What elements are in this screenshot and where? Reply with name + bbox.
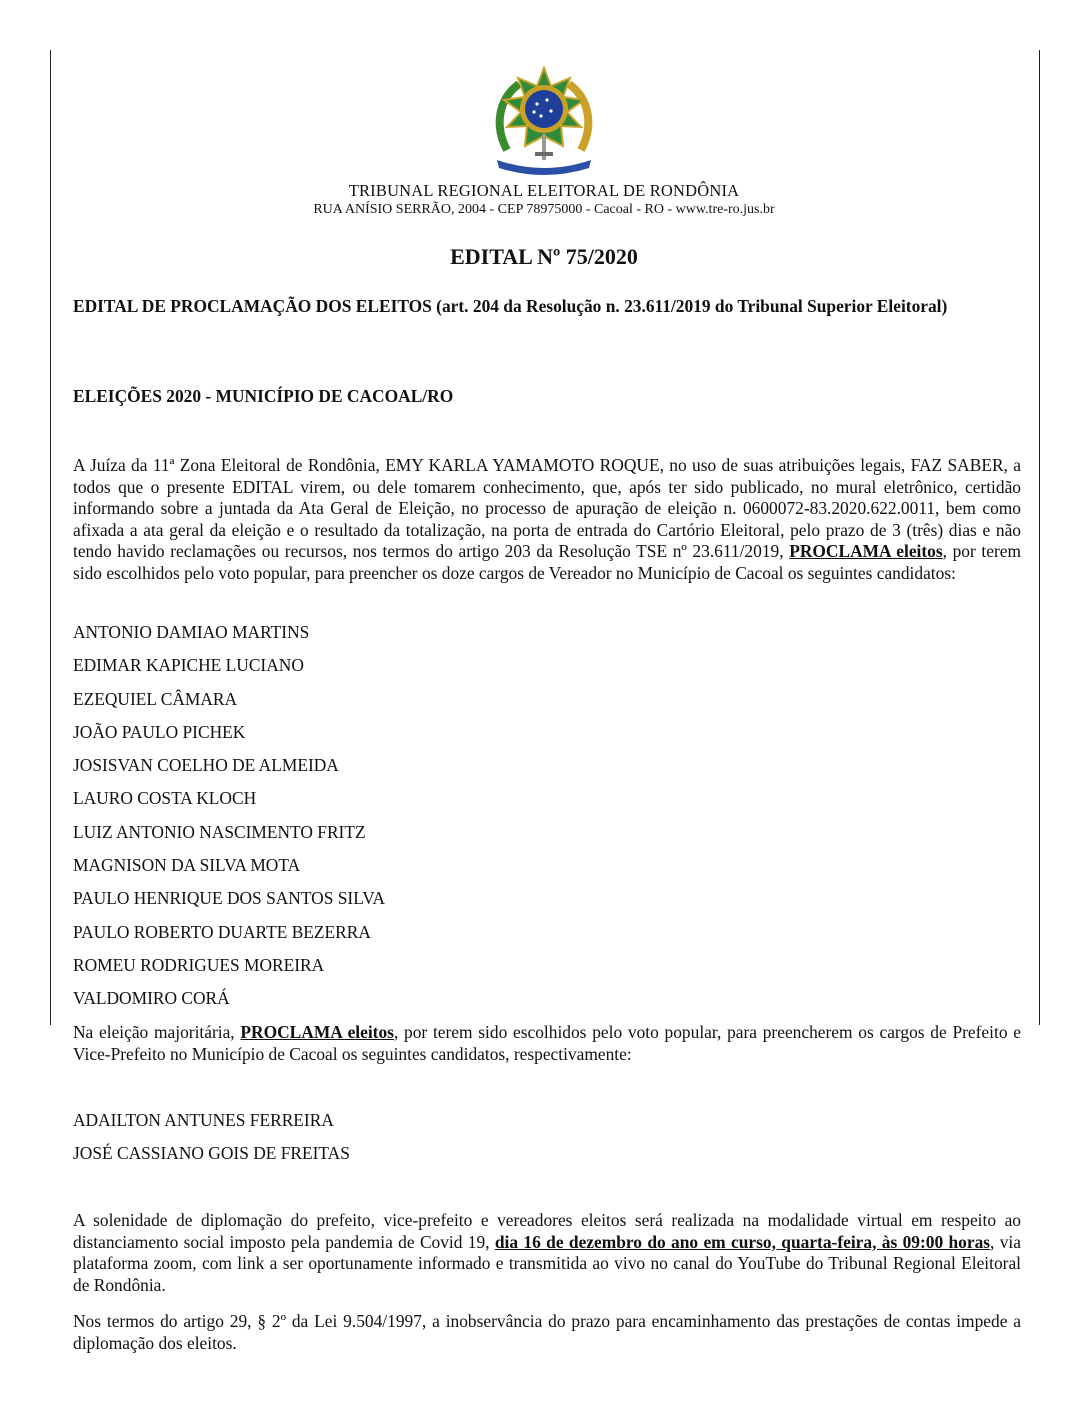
list-item: ROMEU RODRIGUES MOREIRA bbox=[73, 954, 325, 975]
majoritaria-text: Na eleição majoritária, bbox=[73, 1022, 241, 1042]
list-item: JOSÉ CASSIANO GOIS DE FREITAS bbox=[73, 1143, 350, 1164]
vereadores-list bbox=[73, 622, 385, 1022]
list-item: ADAILTON ANTUNES FERREIRA bbox=[73, 1110, 334, 1130]
municipio-heading: ELEIÇÕES 2020 - MUNICÍPIO DE CACOAL/RO bbox=[73, 386, 454, 406]
list-item: EDIMAR KAPICHE LUCIANO bbox=[73, 655, 304, 676]
page-title: EDITAL Nº 75/2020 bbox=[450, 244, 638, 269]
list-item: JOSISVAN COELHO DE ALMEIDA bbox=[73, 755, 339, 776]
list-item: MAGNISON DA SILVA MOTA bbox=[73, 855, 301, 876]
edital-subtitle: EDITAL DE PROCLAMAÇÃO DOS ELEITOS (art. 204 da Resolução n. 23.611/2019 do Tribunal Superior Eleitoral) bbox=[73, 296, 948, 316]
solenidade-paragraph bbox=[73, 1210, 1021, 1296]
list-item: VALDOMIRO CORÁ bbox=[73, 988, 230, 1009]
solenidade-text-end: , via plataforma zoom, com link a ser oportunamente informado e transmitida ao vivo no canal do YouTube do Tribunal Regional Eleitoral de Rondônia. bbox=[73, 1231, 1021, 1295]
majoritaria-paragraph bbox=[73, 1022, 1021, 1065]
list-item: PAULO HENRIQUE DOS SANTOS SILVA bbox=[73, 888, 386, 909]
proclama-emphasis: PROCLAMA eleitos bbox=[789, 541, 943, 561]
majoritaria-text-end: , por terem sido escolhidos pelo voto popular, para preencherem os cargos de Prefeito e Vice-Prefeito no Município de Cacoal os seguintes candidatos, respectivamente: bbox=[73, 1022, 1021, 1064]
list-item: ANTONIO DAMIAO MARTINS bbox=[73, 622, 310, 642]
org-address: RUA ANÍSIO SERRÃO, 2004 - CEP 78975000 - Cacoal - RO - www.tre-ro.jus.br bbox=[313, 202, 775, 217]
list-item: LAURO COSTA KLOCH bbox=[73, 788, 257, 809]
org-name: TRIBUNAL REGIONAL ELEITORAL DE RONDÔNIA bbox=[348, 181, 740, 200]
intro-text: A Juíza da 11ª Zona Eleitoral de Rondônia, EMY KARLA YAMAMOTO ROQUE, no uso de suas atribuições legais, FAZ SABER, a todos que o presente EDITAL virem, ou dele tomarem conhecimento, que, após ter sido publicado, no mural eletrônico, certidão informando sobre a juntada da Ata Geral de Eleição, no processo de apuração de eleição n. 0600072-83.2020.622.0011, bem como afixada a ata geral da eleição e o resultado da totalização, na porta de entrada do Cartório Eleitoral, pelo prazo de 3 (três) dias e não tendo havido reclamações ou recursos, nos termos do artigo 203 da Resolução TSE nº 23.611/2019, bbox=[73, 455, 1021, 561]
proclama-emphasis: PROCLAMA eleitos bbox=[240, 1022, 394, 1042]
list-item: PAULO ROBERTO DUARTE BEZERRA bbox=[73, 921, 371, 942]
solenidade-text: A solenidade de diplomação do prefeito, vice-prefeito e vereadores eleitos será realizada na modalidade virtual em respeito ao distanciamento social imposto pela pandemia de Covid 19, bbox=[73, 1210, 1021, 1252]
list-item: LUIZ ANTONIO NASCIMENTO FRITZ bbox=[73, 821, 366, 842]
lei-paragraph: Nos termos do artigo 29, § 2º da Lei 9.504/1997, a inobservância do prazo para encaminhamento das prestações de contas impede a diplomação dos eleitos. bbox=[73, 1311, 1021, 1353]
list-item: EZEQUIEL CÂMARA bbox=[73, 688, 238, 709]
solenidade-date: dia 16 de dezembro do ano em curso, quarta-feira, às 09:00 horas bbox=[494, 1231, 991, 1252]
list-item: JOÃO PAULO PICHEK bbox=[73, 721, 246, 742]
coat-of-arms-icon bbox=[489, 64, 599, 176]
intro-text-end: , por terem sido escolhidos pelo voto popular, para preencher os doze cargos de Vereador no Município de Cacoal os seguintes candidatos: bbox=[73, 541, 1021, 583]
prefeitos-list bbox=[73, 1110, 350, 1177]
intro-paragraph bbox=[73, 455, 1021, 584]
